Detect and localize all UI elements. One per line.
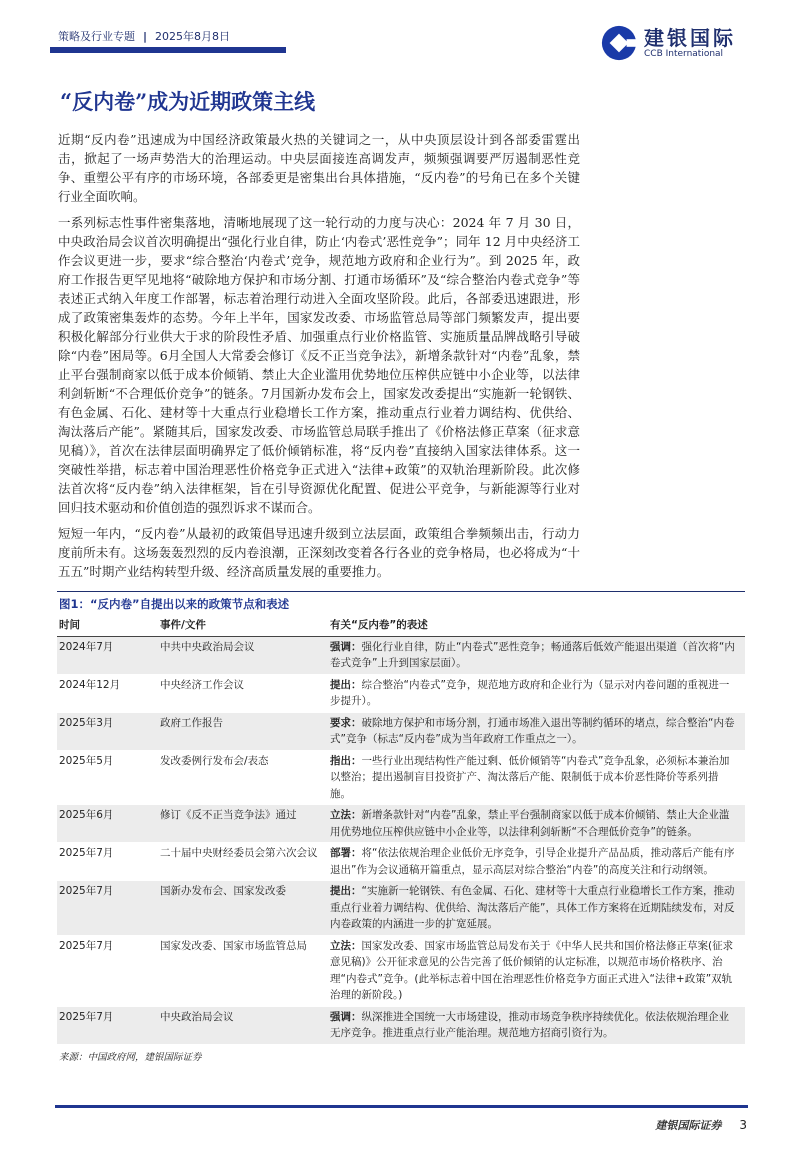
table-caption: 图1：“反内卷”自提出以来的政策节点和表述 bbox=[59, 597, 290, 611]
cell-expression bbox=[330, 883, 745, 933]
cell-text: 强化行业自律，防止“内卷式”恶性竞争；畅通落后低效产能退出渠道（首次将“内卷式竞争”上升到国家层面）。 bbox=[330, 640, 735, 669]
policy-table bbox=[57, 591, 745, 1065]
page-footer bbox=[57, 1105, 748, 1163]
cell-keyword: 立法： bbox=[330, 809, 362, 821]
cell-text: 将“依法依规治理企业低价无序竞争，引导企业提升产品品质，推动落后产能有序退出”作为会议通稿开篇重点，显示高层对综合整治“内卷”的高度关注和行动纲领。 bbox=[330, 847, 735, 876]
cell-expression bbox=[330, 677, 745, 710]
cell-event: 政府工作报告 bbox=[160, 716, 223, 729]
logo-cn: 建银国际 bbox=[644, 26, 736, 50]
cell-event: 中央经济工作会议 bbox=[160, 678, 244, 691]
cell-keyword: 要求： bbox=[330, 716, 362, 729]
cell-expression bbox=[330, 753, 745, 803]
cell-event: 中共中央政治局会议 bbox=[160, 640, 255, 653]
table-source: 来源：中国政府网，建银国际证券 bbox=[59, 1051, 202, 1063]
header-expression: 有关“反内卷”的表述 bbox=[330, 619, 428, 631]
paragraph: 近期“反内卷”迅速成为中国经济政策最火热的关键词之一，从中央顶层设计到各部委雷霆出击，掀起了一场声势浩大的治理运动。中央层面接连高调发声，频频强调要严厉遏制恶性竞争、重塑公平有序的市场环境，各部委更是密集出台具体措施，“反内卷”的号角已在多个关键行业全面吹响。 bbox=[58, 132, 580, 204]
cell-expression bbox=[330, 1009, 745, 1042]
cell-keyword: 立法： bbox=[330, 939, 362, 952]
cell-time: 2025年7月 bbox=[59, 885, 114, 897]
footer-brand: 建银国际证券 bbox=[655, 1118, 722, 1132]
footer-bar bbox=[55, 1105, 748, 1108]
table-header bbox=[57, 615, 745, 637]
cell-time: 2024年7月 bbox=[59, 640, 114, 653]
cell-keyword: 强调： bbox=[330, 1010, 362, 1023]
cell-event: 中央政治局会议 bbox=[160, 1010, 234, 1023]
body-text bbox=[58, 130, 580, 581]
cell-event: 修订《反不正当竞争法》通过 bbox=[160, 809, 297, 821]
cell-event: 二十届中央财经委员会第六次会议 bbox=[160, 847, 318, 859]
table-row bbox=[57, 751, 745, 806]
cell-keyword: 提出： bbox=[330, 885, 362, 897]
logo-en: CCB International bbox=[644, 49, 724, 59]
table-row bbox=[57, 1007, 745, 1045]
cell-text: 综合整治“内卷式”竞争，规范地方政府和企业行为（显示对内卷问题的重视进一步提升）。 bbox=[330, 678, 730, 707]
cell-time: 2025年7月 bbox=[59, 1010, 114, 1023]
cell-time: 2025年3月 bbox=[59, 716, 114, 729]
cell-text: 国家发改委、国家市场监管总局发布关于《中华人民共和国价格法修正草案(征求意见稿)》公开征求意见的公告完善了低价倾销的认定标准，以规范市场价格秩序、治理“内卷式”竞争。(此举标志着中国在治理恶性价格竞争方面正式进入“法律+政策”双轨治理的新阶段。) bbox=[330, 939, 734, 1001]
cell-time: 2025年6月 bbox=[59, 809, 114, 821]
page-number: 3 bbox=[739, 1117, 747, 1132]
cell-text: 一些行业出现结构性产能过剩、低价倾销等“内卷式”竞争乱象，必须标本兼治加以整治；提出遏制盲目投资扩产、淘汰落后产能、限制低于成本价恶性降价等系列措施。 bbox=[330, 754, 730, 800]
table-row bbox=[57, 843, 745, 881]
report-header: 策略及行业专题 | 2025年8月8日 bbox=[58, 30, 231, 43]
cell-text: “实施新一轮钢铁、有色金属、石化、建材等十大重点行业稳增长工作方案，推动重点行业着力调结构、优供给、淘汰落后产能”，具体工作方案将在近期陆续发布，对反内卷政策的内涵进一步的扩宽延展。 bbox=[330, 885, 735, 930]
header-time: 时间 bbox=[59, 619, 80, 631]
table-row bbox=[57, 713, 745, 751]
cell-keyword: 强调： bbox=[330, 640, 362, 653]
cell-expression bbox=[330, 807, 745, 840]
paragraph: 一系列标志性事件密集落地，清晰地展现了这一轮行动的力度与决心：2024 年 7 月 30 日，中央政治局会议首次明确提出“强化行业自律，防止‘内卷式’恶性竞争”；同年 12 月中央经济工作会议更进一步，要求“综合整治‘内卷式’竞争，规范地方政府和企业行为”。到 2025 年，政府工作报告更罕见地将“破除地方保护和市场分割、打通市场循环”及“综合整治内卷式竞争”等表述正式纳入年度工作部署，标志着治理行动进入全面攻坚阶段。此后，各部委迅速跟进，形成了政策密集轰炸的态势。今年上半年，国家发改委、市场监管总局等部门频繁发声，提出要积极化解部分行业供大于求的阶段性矛盾、加强重点行业价格监管、实施质量品牌战略引导破除“内卷”困局等。6月全国人大常委会修订《反不正当竞争法》，新增条款针对“内卷”乱象，禁止平台强制商家以低于成本价倾销、禁止大企业滥用优势地位压榨供应链中小企业等，以法律利剑斩断“不合理低价竞争”的链条。7月国新办发布会上，国家发改委提出“实施新一轮钢铁、有色金属、石化、建材等十大重点行业稳增长工作方案，推动重点行业着力调结构、优供给、淘汰落后产能”。紧随其后，国家发改委、市场监管总局联手推出了《价格法修正草案（征求意见稿）》，首次在法律层面明确界定了低价倾销标准，将“反内卷”直接纳入国家法律体系。这一突破性举措，标志着中国治理恶性价格竞争正式进入“法律+政策”的双轨治理新阶段。此次修法首次将“反内卷”纳入法律框架，旨在引导资源优化配置、促进公平竞争，与新能源等行业对回归技术驱动和价值创造的强烈诉求不谋而合。 bbox=[58, 215, 580, 515]
page-title: “反内卷”成为近期政策主线 bbox=[60, 89, 316, 114]
table-row bbox=[57, 675, 745, 713]
cell-text: 纵深推进全国统一大市场建设，推动市场竞争秩序持续优化。依法依规治理企业无序竞争。推进重点行业产能治理。规范地方招商引资行为。 bbox=[330, 1010, 729, 1039]
cell-keyword: 指出： bbox=[330, 754, 362, 767]
cell-time: 2025年7月 bbox=[59, 847, 114, 859]
cell-keyword: 部署： bbox=[330, 847, 362, 859]
cell-event: 国家发改委、国家市场监管总局 bbox=[160, 939, 307, 952]
cell-time: 2024年12月 bbox=[59, 678, 121, 691]
cell-expression bbox=[330, 938, 745, 1004]
section-label: 策略及行业专题 bbox=[58, 30, 135, 43]
cell-time: 2025年5月 bbox=[59, 754, 114, 767]
cell-text: 新增条款针对“内卷”乱象，禁止平台强制商家以低于成本价倾销、禁止大企业滥用优势地位压榨供应链中小企业等，以法律利剑斩断“不合理低价竞争”的链条。 bbox=[330, 809, 730, 838]
table-row bbox=[57, 881, 745, 936]
cell-keyword: 提出： bbox=[330, 678, 362, 691]
cell-time: 2025年7月 bbox=[59, 939, 114, 952]
cell-expression bbox=[330, 715, 745, 748]
table-row bbox=[57, 805, 745, 843]
cell-expression bbox=[330, 845, 745, 878]
cell-text: 破除地方保护和市场分割，打通市场准入退出等制约循环的堵点，综合整治“内卷式”竞争（标志“反内卷”成为当年政府工作重点之一）。 bbox=[330, 716, 735, 745]
table-row bbox=[57, 637, 745, 675]
cell-expression bbox=[330, 639, 745, 672]
report-date: 2025年8月8日 bbox=[155, 30, 231, 43]
cell-event: 发改委例行发布会/表态 bbox=[160, 754, 269, 767]
header-event: 事件/文件 bbox=[160, 619, 206, 631]
paragraph: 短短一年内，“反内卷”从最初的政策倡导迅速升级到立法层面，政策组合拳频频出击，行动力度前所未有。这场轰轰烈烈的反内卷浪潮，正深刻改变着各行各业的竞争格局，也必将成为“十五五”时期产业结构转型升级、经济高质量发展的重要推力。 bbox=[58, 526, 580, 579]
cell-event: 国新办发布会、国家发改委 bbox=[160, 885, 286, 897]
table-row bbox=[57, 936, 745, 1007]
